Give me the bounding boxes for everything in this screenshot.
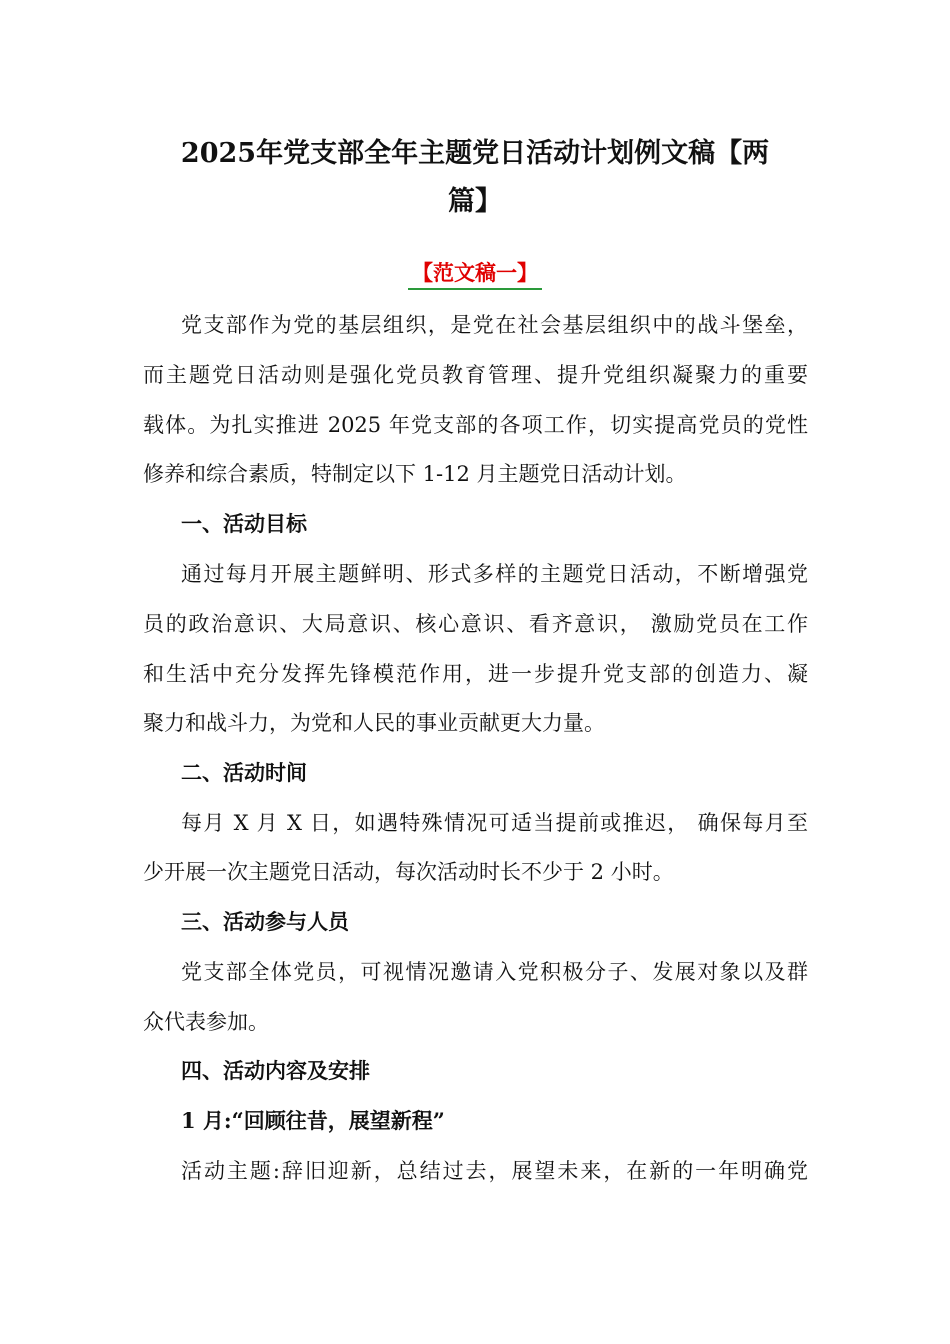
section-1-line-3: 和生活中充分发挥先锋模范作用，进一步提升党支部的创造力、凝	[143, 662, 808, 686]
section-3-line-2: 众代表参加。	[143, 1010, 269, 1034]
month-1-heading: 1 月:“回顾往昔，展望新程”	[181, 1108, 445, 1133]
intro-line-2: 而主题党日活动则是强化党员教育管理、提升党组织凝聚力的重要	[143, 363, 808, 387]
intro-line-4: 修养和综合素质，特制定以下 1-12 月主题党日活动计划。	[143, 462, 687, 486]
intro-line-3: 载体。为扎实推进 2025 年党支部的各项工作，切实提高党员的党性	[143, 413, 808, 437]
section-2-line-1: 每月 X 月 X 日，如遇特殊情况可适当提前或推迟， 确保每月至	[181, 811, 808, 835]
section-4-heading: 四、活动内容及安排	[181, 1058, 370, 1083]
document-title-line-2: 篇】	[448, 186, 502, 217]
section-1-heading: 一、活动目标	[181, 511, 307, 536]
document-subtitle	[0, 258, 950, 290]
section-2-line-2: 少开展一次主题党日活动，每次活动时长不少于 2 小时。	[143, 860, 674, 884]
section-2-heading: 二、活动时间	[181, 760, 307, 785]
document-title-line-1: 2025年党支部全年主题党日活动计划例文稿【两	[180, 138, 770, 169]
section-3-line-1: 党支部全体党员，可视情况邀请入党积极分子、发展对象以及群	[181, 960, 808, 984]
section-1-line-4: 聚力和战斗力，为党和人民的事业贡献更大力量。	[143, 711, 605, 735]
section-3-heading: 三、活动参与人员	[181, 909, 349, 934]
intro-line-1: 党支部作为党的基层组织，是党在社会基层组织中的战斗堡垒，	[181, 313, 808, 337]
section-1-line-1: 通过每月开展主题鲜明、形式多样的主题党日活动，不断增强党	[181, 562, 808, 586]
subtitle-text: 【范文稿一】	[408, 258, 542, 290]
month-1-line-1: 活动主题:辞旧迎新，总结过去，展望未来，在新的一年明确党	[181, 1159, 808, 1183]
section-1-line-2: 员的政治意识、大局意识、核心意识、看齐意识， 激励党员在工作	[143, 612, 808, 636]
